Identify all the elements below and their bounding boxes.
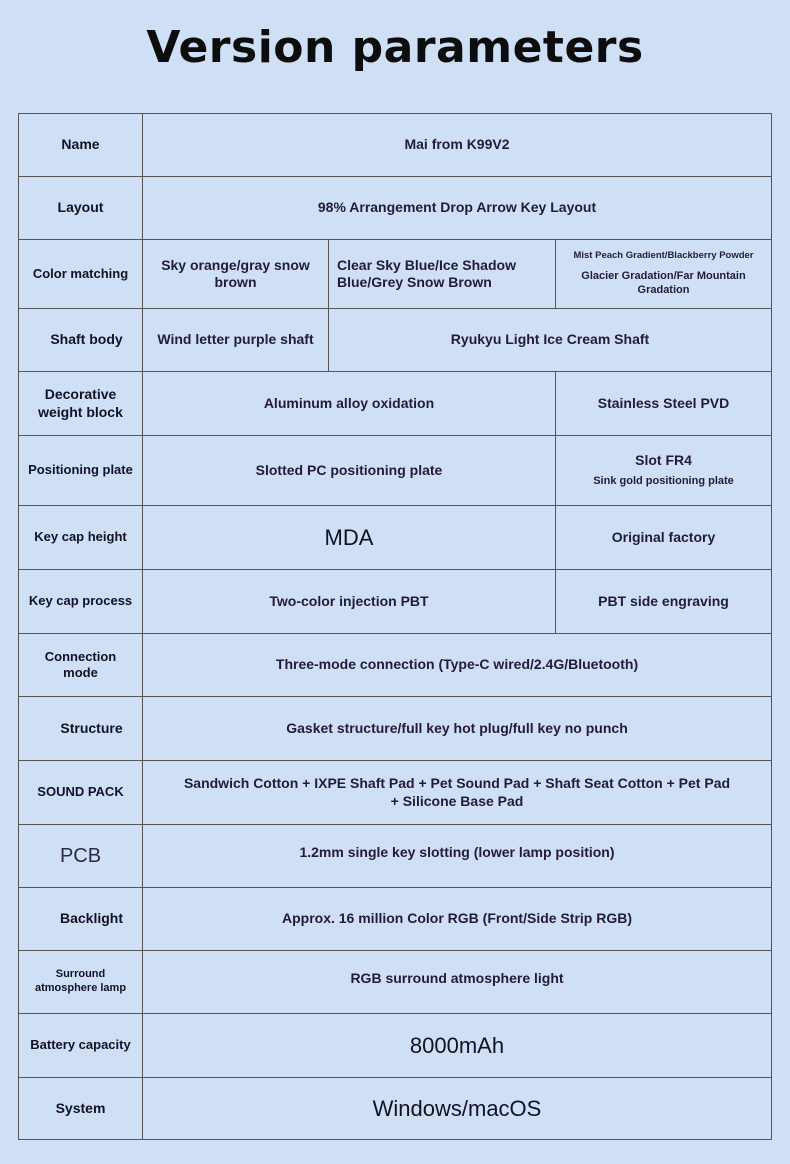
- parameters-table: [18, 113, 772, 1140]
- row-value-surround: RGB surround atmosphere light: [143, 951, 771, 1014]
- row-label-keycap-height: Key cap height: [19, 506, 143, 570]
- row-value-weight-1: Aluminum alloy oxidation: [143, 372, 556, 436]
- color-option-top: Mist Peach Gradient/Blackberry Powder: [573, 250, 754, 262]
- row-value-layout: 98% Arrangement Drop Arrow Key Layout: [143, 177, 771, 240]
- row-label-backlight: Backlight: [19, 888, 143, 951]
- row-value-plate-1: Slotted PC positioning plate: [143, 436, 556, 506]
- plate-main: Slot FR4: [635, 451, 692, 468]
- row-label-plate: Positioning plate: [19, 436, 143, 506]
- row-value-keycap-height-1: MDA: [143, 506, 556, 570]
- plate-sub: Sink gold positioning plate: [593, 475, 734, 488]
- row-value-keycap-process-1: Two-color injection PBT: [143, 570, 556, 634]
- row-value-pcb: 1.2mm single key slotting (lower lamp position): [143, 825, 771, 888]
- color-option-bottom: Glacier Gradation/Far Mountain Gradation: [581, 270, 746, 296]
- row-value-color-3: [556, 240, 771, 309]
- row-label-connection: Connection mode: [19, 634, 143, 697]
- row-label-surround: Surround atmosphere lamp: [19, 951, 143, 1014]
- row-value-color-1: Sky orange/gray snow brown: [143, 240, 329, 309]
- row-label-name: Name: [19, 114, 143, 177]
- row-value-system: Windows/macOS: [372, 1095, 542, 1121]
- row-value-name: Mai from K99V2: [143, 114, 771, 177]
- row-label-pcb: PCB: [19, 825, 143, 888]
- row-label-shaft: Shaft body: [19, 309, 143, 372]
- row-label-color: Color matching: [19, 240, 143, 309]
- row-value-backlight: Approx. 16 million Color RGB (Front/Side Strip RGB): [143, 888, 771, 951]
- row-value-structure: Gasket structure/full key hot plug/full key no punch: [143, 697, 771, 761]
- row-label-system: System: [19, 1078, 143, 1139]
- row-value-shaft-2: Ryukyu Light Ice Cream Shaft: [329, 309, 771, 372]
- row-label-weight: Decorative weight block: [19, 372, 143, 436]
- row-value-battery: 8000mAh: [143, 1014, 771, 1078]
- row-value-color-2: Clear Sky Blue/Ice Shadow Blue/Grey Snow Brown: [329, 240, 556, 309]
- row-label-sound: SOUND PACK: [19, 761, 143, 825]
- row-value-keycap-process-2: PBT side engraving: [556, 570, 771, 634]
- page-title: Version parameters: [146, 22, 644, 73]
- row-label-layout: Layout: [19, 177, 143, 240]
- row-value-keycap-height-2: Original factory: [556, 506, 771, 570]
- row-value-weight-2: Stainless Steel PVD: [556, 372, 771, 436]
- row-value-plate-2: [556, 436, 771, 506]
- row-label-structure: Structure: [19, 697, 143, 761]
- row-label-battery: Battery capacity: [19, 1014, 143, 1078]
- row-label-keycap-process: Key cap process: [19, 570, 143, 634]
- row-value-sound: Sandwich Cotton + IXPE Shaft Pad + Pet Sound Pad + Shaft Seat Cotton + Pet Pad + Silicone Base Pad: [143, 761, 771, 825]
- row-value-connection: Three-mode connection (Type-C wired/2.4G/Bluetooth): [143, 634, 771, 697]
- row-value-shaft-1: Wind letter purple shaft: [143, 309, 329, 372]
